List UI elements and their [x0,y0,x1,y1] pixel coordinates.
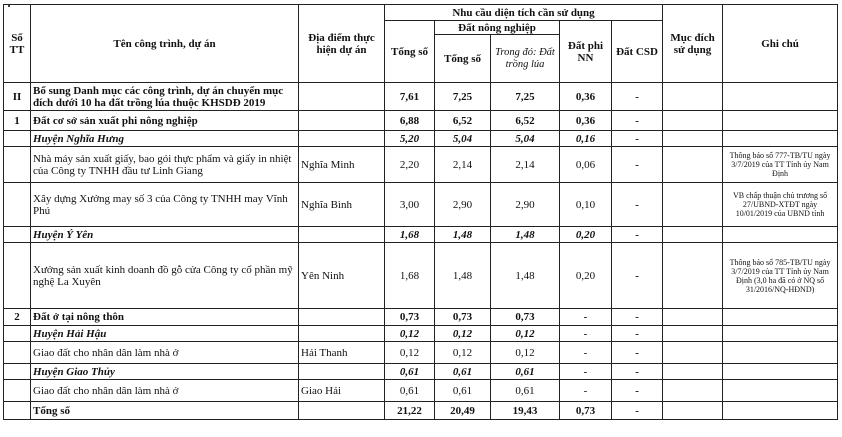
cell-nonagri: 0,16 [560,131,612,147]
cell-stt [4,227,31,243]
cell-total: 1,68 [385,227,435,243]
cell-note: Thông báo số 785-TB/TU ngày 3/7/2019 của TT Tỉnh ủy Nam Định (3,0 ha đã có ở NQ số 31/2016/NQ-HĐND) [723,243,838,309]
cell-agri-total: 0,73 [435,309,491,326]
cell-total: 5,20 [385,131,435,147]
cell-nonagri: - [560,309,612,326]
header-note: Ghi chú [723,5,838,83]
cell-name: Bổ sung Danh mục các công trình, dự án chuyển mục đích dưới 10 ha đất trồng lúa thuộc KHSDĐ 2019 [31,83,299,111]
cell-stt [4,131,31,147]
cell-location: Nghĩa Minh [299,147,385,183]
cell-purpose [663,227,723,243]
cell-total: 2,20 [385,147,435,183]
cell-note [723,131,838,147]
cell-total: 6,88 [385,111,435,131]
cell-purpose [663,326,723,342]
cell-note [723,380,838,402]
cell-location [299,83,385,111]
cell-stt [4,380,31,402]
table-row [4,309,838,326]
header-purpose: Mục đích sử dụng [663,5,723,83]
cell-nonagri: - [560,364,612,380]
cell-name: Xây dựng Xưởng may số 3 của Công ty TNHH may Vĩnh Phú [31,183,299,227]
cell-name: Huyện Nghĩa Hưng [31,131,299,147]
cell-nonagri: 0,20 [560,227,612,243]
cell-stt [4,364,31,380]
cell-csd: - [612,147,663,183]
cell-location: Hải Thanh [299,342,385,364]
cell-rice: 0,61 [491,364,560,380]
cell-rice: 5,04 [491,131,560,147]
cell-purpose [663,342,723,364]
cell-location [299,309,385,326]
cell-csd: - [612,402,663,420]
cell-agri-total: 5,04 [435,131,491,147]
cell-stt: 2 [4,309,31,326]
cell-location [299,364,385,380]
cell-csd: - [612,83,663,111]
cell-note: Thông báo số 777-TB/TU ngày 3/7/2019 của TT Tỉnh ủy Nam Định [723,147,838,183]
table-row [4,183,838,227]
table-row [4,380,838,402]
header-demand: Nhu cầu diện tích cần sử dụng [385,5,663,21]
cell-location: Yên Ninh [299,243,385,309]
table-row [4,243,838,309]
cell-rice: 0,73 [491,309,560,326]
cell-agri-total: 7,25 [435,83,491,111]
cell-nonagri: - [560,326,612,342]
table-row [4,342,838,364]
cell-note: VB chấp thuận chủ trương số 27/UBND-XTĐT ngày 10/01/2019 của UBND tỉnh [723,183,838,227]
cell-name: Huyện Hải Hậu [31,326,299,342]
cell-purpose [663,131,723,147]
cell-csd: - [612,326,663,342]
cell-agri-total: 1,48 [435,243,491,309]
cell-agri-total: 20,49 [435,402,491,420]
header-agri-total: Tổng số [435,35,491,83]
cell-total: 0,61 [385,364,435,380]
cell-note [723,227,838,243]
cell-name: Tổng số [31,402,299,420]
cell-agri-total: 6,52 [435,111,491,131]
cell-rice: 19,43 [491,402,560,420]
cell-rice: 6,52 [491,111,560,131]
cell-purpose [663,380,723,402]
cell-nonagri: 0,10 [560,183,612,227]
cell-csd: - [612,243,663,309]
cell-purpose [663,309,723,326]
cell-location [299,326,385,342]
cell-stt [4,243,31,309]
table-row [4,147,838,183]
cell-note [723,364,838,380]
cell-location [299,111,385,131]
cell-rice: 1,48 [491,227,560,243]
cell-rice: 0,12 [491,342,560,364]
cell-note [723,83,838,111]
cell-name: Huyện Giao Thủy [31,364,299,380]
cell-location: Nghĩa Bình [299,183,385,227]
cell-csd: - [612,183,663,227]
cell-nonagri: - [560,342,612,364]
table-row [4,364,838,380]
cell-agri-total: 0,12 [435,342,491,364]
cell-purpose [663,402,723,420]
cell-name: Xưởng sản xuất kinh doanh đồ gỗ cửa Công ty cổ phần mỹ nghệ La Xuyên [31,243,299,309]
cell-note [723,326,838,342]
cell-nonagri: 0,36 [560,111,612,131]
cell-total: 7,61 [385,83,435,111]
cell-location [299,227,385,243]
cell-name: Huyện Ý Yên [31,227,299,243]
cell-location [299,402,385,420]
cell-purpose [663,83,723,111]
cell-location: Giao Hải [299,380,385,402]
cell-total: 0,12 [385,326,435,342]
table-row [4,326,838,342]
cell-nonagri: 0,20 [560,243,612,309]
cell-name: Giao đất cho nhân dân làm nhà ở [31,342,299,364]
table-row [4,111,838,131]
cell-rice: 2,90 [491,183,560,227]
cell-nonagri: - [560,380,612,402]
cell-note [723,309,838,326]
cell-total: 21,22 [385,402,435,420]
cell-csd: - [612,111,663,131]
cell-agri-total: 0,61 [435,380,491,402]
cell-csd: - [612,309,663,326]
cell-total: 0,61 [385,380,435,402]
cell-name: Nhà máy sản xuất giấy, bao gói thực phẩm và giấy in nhiệt của Công ty TNHH đầu tư Linh Giang [31,147,299,183]
header-location: Địa điểm thực hiện dự án [299,5,385,83]
cell-stt [4,342,31,364]
cell-note [723,111,838,131]
header-rice: Trong đó: Đất trồng lúa [491,35,560,83]
cell-note [723,342,838,364]
table-row [4,131,838,147]
cell-agri-total: 1,48 [435,227,491,243]
cell-rice: 0,61 [491,380,560,402]
cell-stt [4,402,31,420]
cell-csd: - [612,227,663,243]
cell-total: 3,00 [385,183,435,227]
cell-note [723,402,838,420]
cell-nonagri: 0,73 [560,402,612,420]
table-row [4,83,838,111]
header-name: Tên công trình, dự án [31,5,299,83]
cell-purpose [663,243,723,309]
header-agri: Đất nông nghiệp [435,21,560,35]
cell-agri-total: 2,90 [435,183,491,227]
cell-rice: 7,25 [491,83,560,111]
cell-stt [4,326,31,342]
header-stt: Số TT [4,5,31,83]
header-total: Tổng số [385,21,435,83]
table-row [4,227,838,243]
cell-csd: - [612,131,663,147]
cell-csd: - [612,342,663,364]
cell-stt [4,183,31,227]
cell-rice: 1,48 [491,243,560,309]
cell-agri-total: 0,61 [435,364,491,380]
cell-purpose [663,147,723,183]
cell-agri-total: 2,14 [435,147,491,183]
cell-nonagri: 0,06 [560,147,612,183]
table-row [4,402,838,420]
cell-total: 0,12 [385,342,435,364]
cell-rice: 2,14 [491,147,560,183]
cell-csd: - [612,380,663,402]
cell-total: 0,73 [385,309,435,326]
land-use-table [3,4,838,420]
cell-name: Giao đất cho nhân dân làm nhà ở [31,380,299,402]
header-nonagri: Đất phi NN [560,21,612,83]
cell-stt: 1 [4,111,31,131]
cell-location [299,131,385,147]
cell-total: 1,68 [385,243,435,309]
cell-purpose [663,111,723,131]
cell-name: Đất ở tại nông thôn [31,309,299,326]
cell-purpose [663,364,723,380]
cell-name: Đất cơ sở sản xuất phi nông nghiệp [31,111,299,131]
cell-stt [4,147,31,183]
cell-nonagri: 0,36 [560,83,612,111]
cell-agri-total: 0,12 [435,326,491,342]
cell-purpose [663,183,723,227]
header-csd: Đất CSD [612,21,663,83]
cell-stt: II [4,83,31,111]
cell-rice: 0,12 [491,326,560,342]
cell-csd: - [612,364,663,380]
